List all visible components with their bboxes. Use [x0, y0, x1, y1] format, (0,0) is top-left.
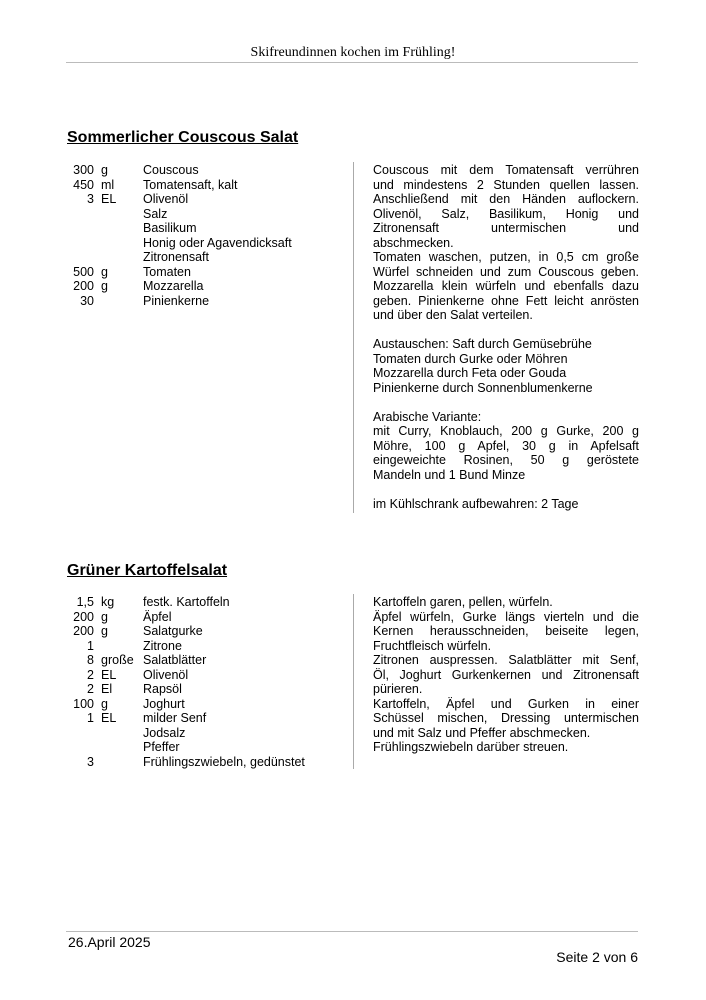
instruction-line: Tomaten waschen, putzen, in 0,5 cm große — [373, 250, 639, 264]
ingredient-name: Honig oder Agavendicksaft — [143, 235, 292, 250]
ingredient-row — [66, 265, 346, 280]
instruction-line: Kartoffeln garen, pellen, würfeln. — [373, 595, 553, 609]
ingredient-quantity: 1 — [87, 638, 94, 653]
instruction-line: Tomaten durch Gurke oder Möhren — [373, 351, 568, 366]
ingredient-quantity: 1,5 — [76, 595, 94, 609]
ingredient-list — [66, 163, 346, 308]
instruction-line — [373, 323, 639, 338]
ingredient-row — [66, 221, 346, 236]
ingredient-row — [66, 639, 346, 654]
ingredient-name: Äpfel — [143, 609, 172, 624]
ingredient-name: Rapsöl — [143, 682, 182, 696]
ingredient-quantity: 2 — [87, 682, 94, 696]
ingredient-unit: g — [101, 696, 108, 711]
instruction-line: Olivenöl, Salz, Basilikum, Honig und — [373, 206, 639, 221]
ingredient-name: milder Senf — [143, 711, 207, 725]
ingredient-row — [66, 595, 346, 610]
ingredient-name: Pinienkerne — [143, 293, 210, 308]
ingredient-name: Zitronensaft — [143, 250, 210, 264]
instruction-line: geben. Pinienkerne ohne Fett leicht anrösten — [373, 293, 639, 308]
ingredient-row — [66, 236, 346, 251]
ingredient-quantity: 30 — [80, 293, 94, 308]
instructions-text — [373, 163, 639, 511]
instruction-line — [373, 395, 639, 410]
instruction-line: Öl, Joghurt Gurkenkernen und Zitronensaft — [373, 667, 639, 682]
ingredient-row — [66, 697, 346, 712]
instruction-line: und über den Salat verteilen. — [373, 308, 533, 322]
instruction-line: Mandeln und 1 Bund Minze — [373, 467, 526, 482]
ingredient-row — [66, 207, 346, 222]
ingredient-row — [66, 250, 346, 265]
instructions-text — [373, 595, 639, 755]
instruction-line: Möhre, 100 g Apfel, 30 g in Apfelsaft — [373, 438, 639, 453]
instruction-line: Mozzarella klein würfeln und ebenfalls dazu — [373, 279, 639, 293]
instruction-line: pürieren. — [373, 682, 423, 696]
recipe-title: Grüner Kartoffelsalat — [67, 562, 228, 579]
ingredient-name: Olivenöl — [143, 667, 189, 682]
instruction-line: Äpfel würfeln, Gurke längs vierteln und die — [373, 609, 639, 624]
ingredient-name: Salatgurke — [143, 624, 203, 638]
ingredient-name: Joghurt — [143, 696, 185, 711]
ingredient-unit: g — [101, 163, 108, 177]
ingredient-unit: g — [101, 609, 108, 624]
ingredient-quantity: 300 — [73, 163, 94, 177]
ingredient-name: Zitrone — [143, 638, 182, 653]
ingredient-name: Mozzarella — [143, 279, 204, 293]
instruction-line: Mozzarella durch Feta oder Gouda — [373, 366, 567, 380]
ingredient-row — [66, 610, 346, 625]
instruction-line: abschmecken. — [373, 235, 454, 250]
instruction-line: Würfel schneiden und zum Couscous geben. — [373, 264, 639, 279]
instruction-line: Kernen herausschneiden, beiseite legen, — [373, 624, 639, 638]
ingredient-unit: große — [101, 653, 134, 667]
ingredient-row — [66, 192, 346, 207]
ingredient-unit: EL — [101, 192, 117, 206]
ingredient-name: Salz — [143, 206, 168, 221]
ingredient-quantity: 200 — [73, 624, 94, 638]
ingredient-unit: kg — [101, 595, 115, 609]
ingredient-row — [66, 624, 346, 639]
ingredient-name: Pfeffer — [143, 740, 180, 754]
header-divider — [66, 62, 638, 63]
ingredient-unit: g — [101, 264, 108, 279]
ingredient-unit: EL — [101, 667, 117, 682]
ingredient-name: Jodsalz — [143, 725, 186, 740]
footer-date: 26.April 2025 — [68, 934, 151, 950]
instruction-line: Schüssel mischen, Dressing untermischen — [373, 711, 639, 725]
ingredient-unit: ml — [101, 177, 115, 192]
ingredient-quantity: 500 — [73, 264, 94, 279]
ingredient-quantity: 2 — [87, 667, 94, 682]
ingredient-row — [66, 726, 346, 741]
page-number: Seite 2 von 6 — [556, 949, 638, 965]
ingredient-quantity: 200 — [73, 609, 94, 624]
ingredient-unit: EL — [101, 711, 117, 725]
instruction-line: Kartoffeln, Äpfel und Gurken in einer — [373, 696, 639, 711]
instruction-line: Fruchtfleisch würfeln. — [373, 638, 492, 653]
ingredient-list — [66, 595, 346, 769]
ingredient-unit: g — [101, 279, 108, 293]
instruction-line: und mit Salz und Pfeffer abschmecken. — [373, 725, 591, 740]
ingredient-row — [66, 178, 346, 193]
column-divider — [353, 162, 354, 513]
ingredient-name: Tomatensaft, kalt — [143, 177, 238, 192]
ingredient-row — [66, 682, 346, 697]
ingredient-name: Couscous — [143, 163, 199, 177]
instruction-line: eingeweichte Rosinen, 50 g geröstete — [373, 453, 639, 467]
ingredient-row — [66, 163, 346, 178]
ingredient-unit: El — [101, 682, 113, 696]
ingredient-name: Tomaten — [143, 264, 191, 279]
instruction-line: Austauschen: Saft durch Gemüsebrühe — [373, 337, 592, 351]
ingredient-name: Basilikum — [143, 221, 197, 235]
ingredient-unit: g — [101, 624, 108, 638]
ingredient-row — [66, 653, 346, 668]
ingredient-quantity: 450 — [73, 177, 94, 192]
column-divider — [353, 594, 354, 769]
instruction-line — [373, 482, 639, 497]
ingredient-row — [66, 711, 346, 726]
recipe-title: Sommerlicher Couscous Salat — [67, 129, 299, 146]
ingredient-name: Salatblätter — [143, 653, 207, 667]
ingredient-quantity: 100 — [73, 696, 94, 711]
instruction-line: und mindestens 2 Stunden quellen lassen. — [373, 177, 639, 192]
instruction-line: mit Curry, Knoblauch, 200 g Gurke, 200 g — [373, 424, 639, 438]
ingredient-row — [66, 755, 346, 770]
ingredient-quantity: 3 — [87, 754, 94, 769]
instruction-line: Zitronensaft untermischen und — [373, 221, 639, 235]
ingredient-row — [66, 668, 346, 683]
instruction-line: Arabische Variante: — [373, 409, 482, 424]
ingredient-quantity: 3 — [87, 192, 94, 206]
ingredient-row — [66, 279, 346, 294]
instruction-line: im Kühlschrank aufbewahren: 2 Tage — [373, 496, 579, 511]
ingredient-quantity: 8 — [87, 653, 94, 667]
ingredient-quantity: 200 — [73, 279, 94, 293]
ingredient-row — [66, 740, 346, 755]
instruction-line: Frühlingszwiebeln darüber streuen. — [373, 740, 569, 754]
instruction-line: Zitronen auspressen. Salatblätter mit Senf, — [373, 653, 639, 667]
ingredient-row — [66, 294, 346, 309]
footer-divider — [66, 931, 638, 932]
ingredient-name: Olivenöl — [143, 192, 189, 206]
instruction-line: Anschließend mit den Händen auflockern. — [373, 192, 639, 206]
ingredient-name: Frühlingszwiebeln, gedünstet — [143, 754, 305, 769]
instruction-line: Pinienkerne durch Sonnenblumenkerne — [373, 380, 593, 395]
page-header-title: Skifreundinnen kochen im Frühling! — [250, 45, 456, 60]
ingredient-quantity: 1 — [87, 711, 94, 725]
instruction-line: Couscous mit dem Tomatensaft verrühren — [373, 163, 639, 177]
ingredient-name: festk. Kartoffeln — [143, 595, 230, 609]
